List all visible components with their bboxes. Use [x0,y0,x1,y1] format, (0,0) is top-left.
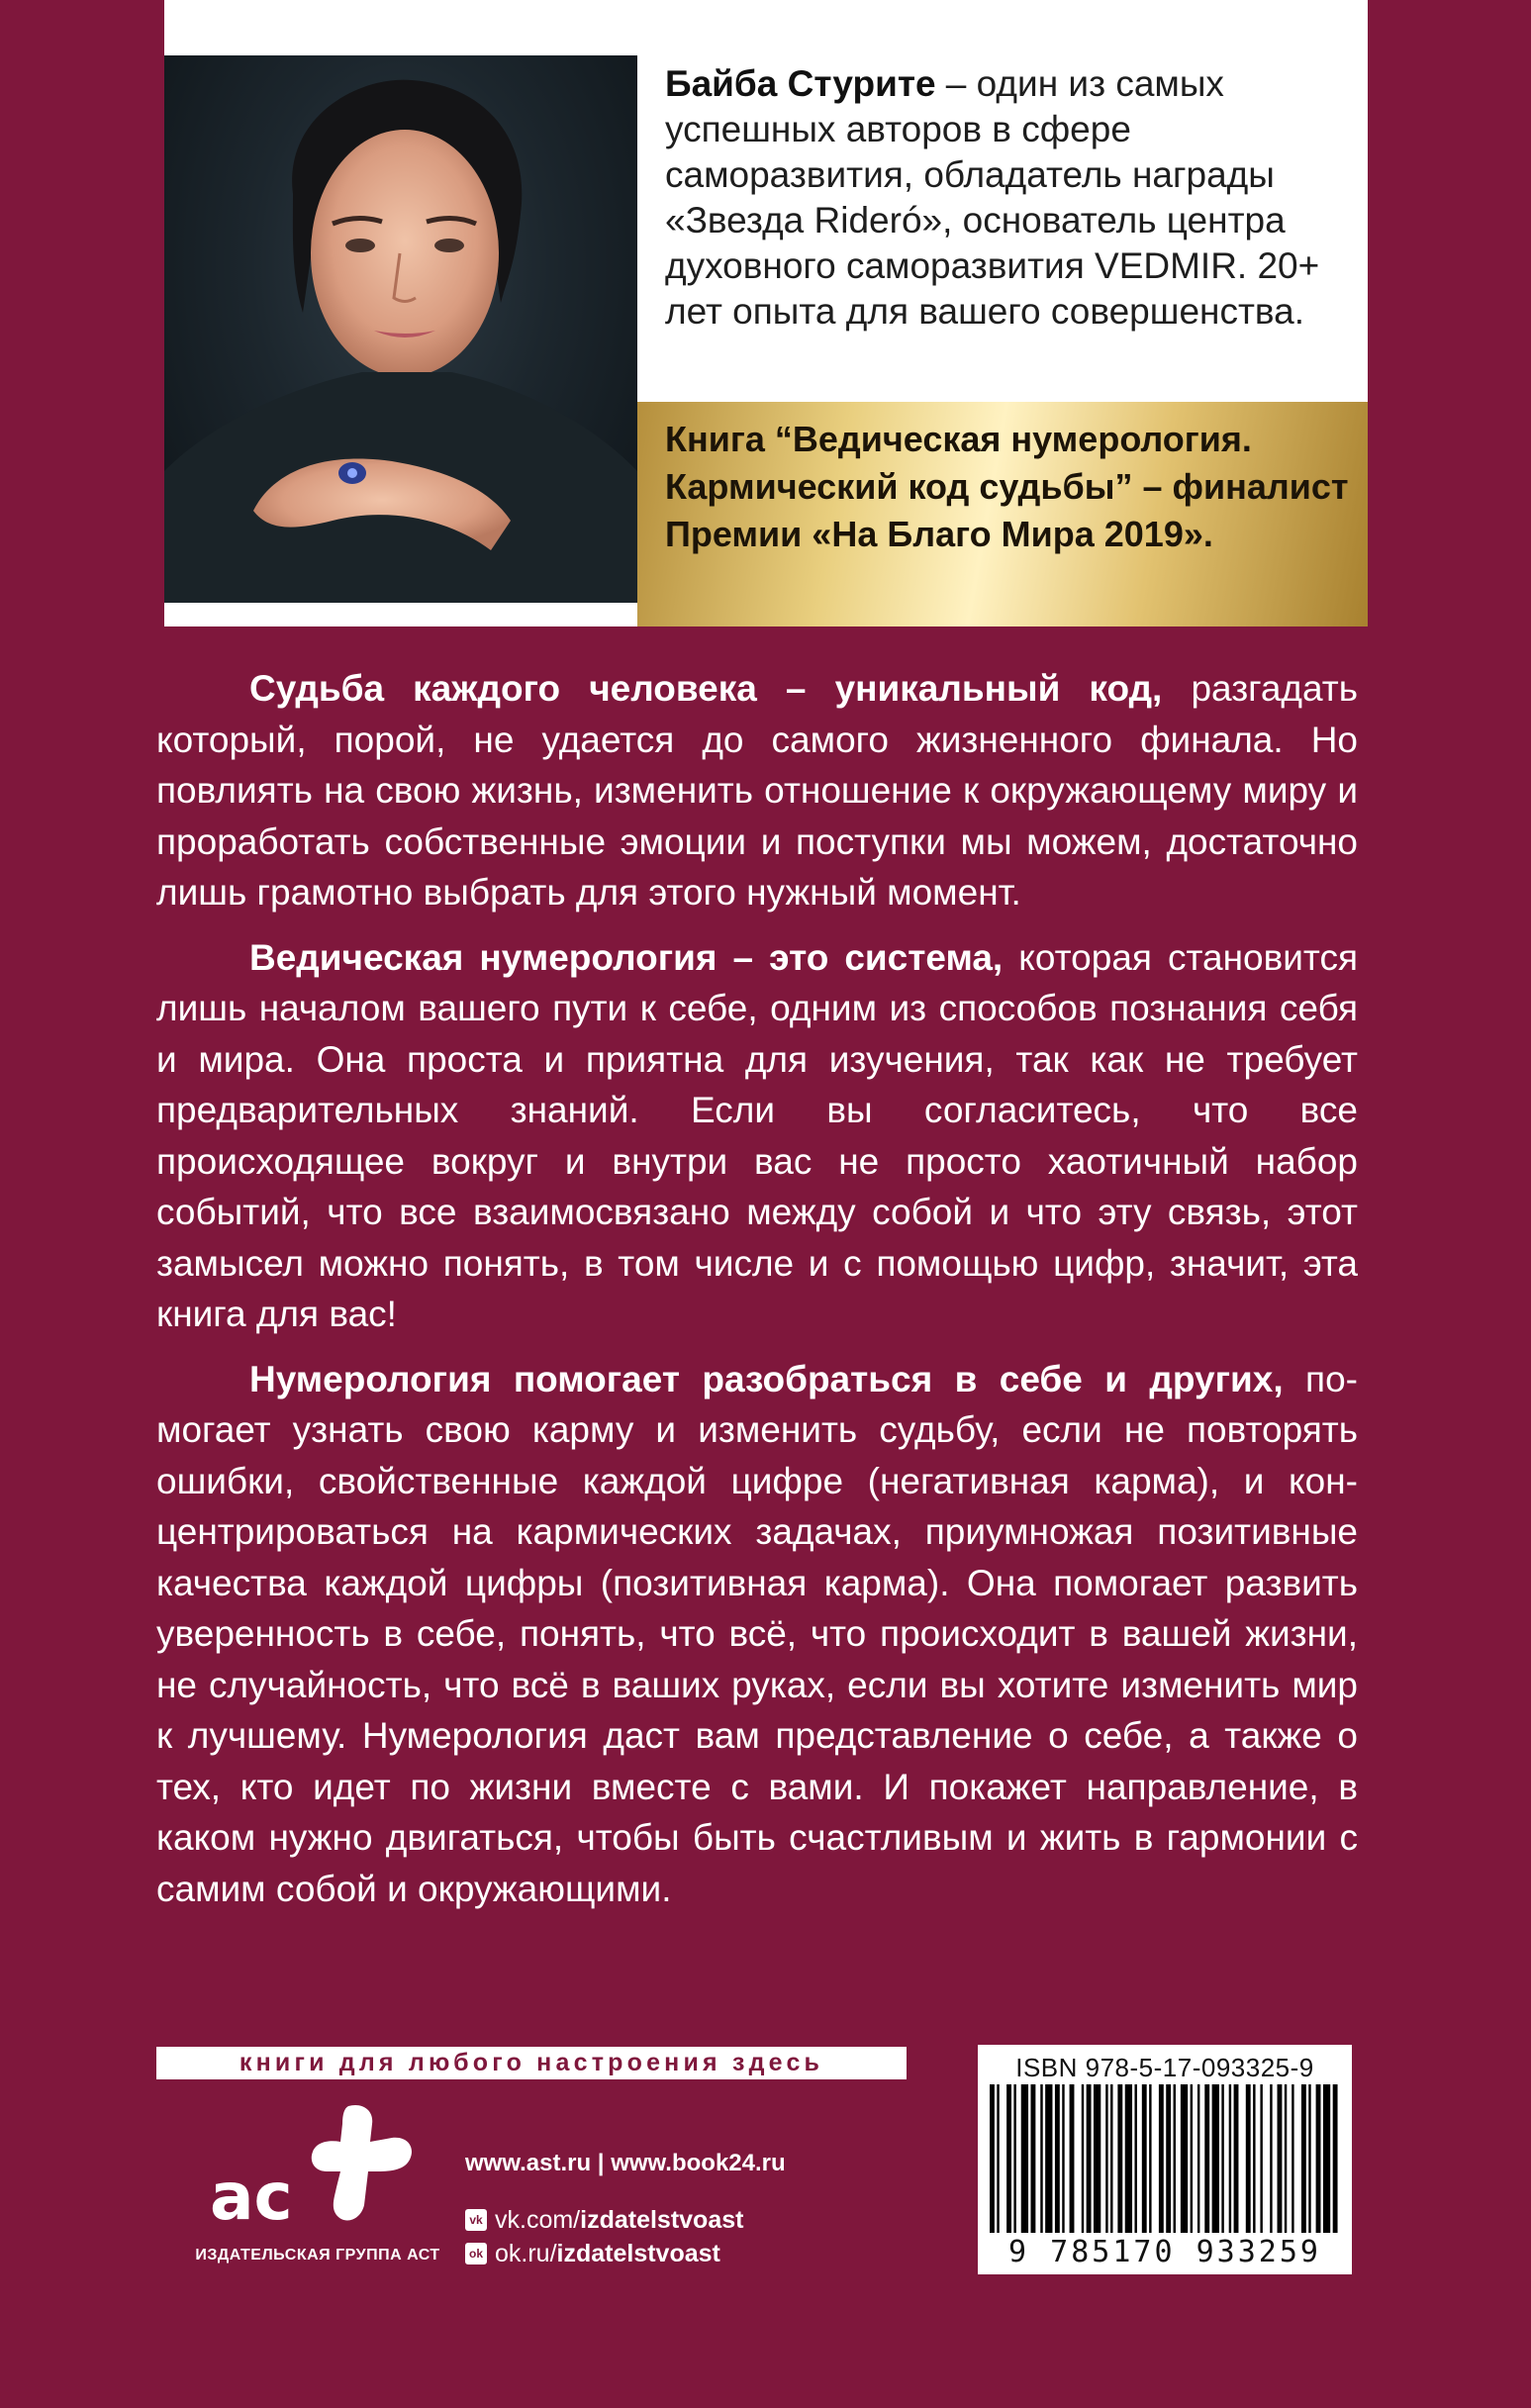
barcode-bar [1181,2084,1188,2233]
ok-icon: ok [465,2243,487,2264]
barcode-bar [990,2084,995,2233]
author-bio-text: – один из самых успешных авторов в сфере саморазвития, обладатель награды «Звезда Rideró», основатель центра духовного саморазвития VEDMIR. 20+ лет опыта для вашего совершенства. [665,63,1320,332]
barcode-bar [1110,2084,1112,2233]
isbn-label: ISBN 978-5-17-093325-9 [1015,2053,1314,2082]
barcode-bar [1253,2084,1255,2233]
barcode-bars [990,2084,1340,2233]
ok-link[interactable] [465,2237,920,2270]
vk-handle: izdatelstvoast [580,2205,744,2234]
author-photo [164,55,637,603]
paragraph-lead: Нумерология помогает разобраться в себе и других, [249,1358,1284,1399]
barcode-bar [1021,2084,1028,2233]
barcode-bar [1316,2084,1321,2233]
website-links[interactable]: www.ast.ru | www.book24.ru [465,2150,786,2176]
vk-icon: vk [465,2209,487,2231]
barcode-bar [1006,2084,1011,2233]
paragraph-lead: Ведическая нумерология – это система, [249,936,1004,978]
barcode-bar [1292,2084,1293,2233]
barcode-bar [1204,2084,1209,2233]
barcode-bar [1166,2084,1171,2233]
barcode-bar [1333,2084,1338,2233]
description-paragraph [156,1354,1358,1915]
barcode-bar [1040,2084,1042,2233]
barcode-bar [1055,2084,1060,2233]
barcode-bar [1197,2084,1199,2233]
barcode-bar [1142,2084,1147,2233]
paragraph-text: которая становится лишь началом вашего пути к себе, одним из способов познания себя и мира. Она проста и приятна для изучения, так как не требует предварительных знаний. Если вы согласитесь, что все происходящее вокруг и внутри вас не просто хаотичный набор событий, что все взаимосвязано между собой и что эту связь, этот замысел можно понять, в том числе и с помощью цифр, значит, эта книга для вас! [156,936,1358,1334]
ok-handle: izdatelstvoast [556,2239,720,2267]
barcode-bar [1045,2084,1052,2233]
barcode-bar [1134,2084,1136,2233]
barcode-bar [1062,2084,1064,2233]
publisher-links [465,2150,920,2270]
ast-logo-icon [204,2102,431,2231]
barcode-bar [1301,2084,1306,2233]
barcode-bar [1159,2084,1164,2233]
paragraph-text: разгадать который, порой, не удается до самого жизненного финала. Но повлиять на свою жизнь, изменить отношение к окружающему миру и проработать собственные эмоции и поступки мы можем, достаточно лишь грамотно выбрать для этого нужный момент. [156,668,1358,913]
publisher-name: ИЗДАТЕЛЬСКАЯ ГРУППА АСТ [195,2247,440,2264]
barcode-bar [1285,2084,1287,2233]
slogan-bar: книги для любого настроения здесь [156,2047,907,2079]
barcode-digits: 9 785170 933259 [1008,2235,1321,2269]
description-paragraph [156,932,1358,1340]
barcode-bar [1149,2084,1151,2233]
barcode-bar [1270,2084,1272,2233]
barcode-bar [1212,2084,1219,2233]
author-name: Байба Стурите [665,63,936,104]
barcode-bar [1013,2084,1015,2233]
barcode-bar [1278,2084,1283,2233]
author-bio [665,61,1358,335]
barcode-bar [1125,2084,1132,2233]
barcode-bar [1234,2084,1239,2233]
ok-prefix: ok.ru/ [495,2239,557,2267]
description-paragraph [156,663,1358,918]
barcode-bar [1191,2084,1193,2233]
vk-link[interactable] [465,2203,920,2237]
barcode-bar [1082,2084,1084,2233]
barcode-bar [1323,2084,1330,2233]
paragraph-text: помогает узнать свою карму и изменить судьбу, если не повторять ошибки, свойственные каждой цифре (негативная карма), и концентрироваться на кармических задачах, приумножая позитивные качества каждой цифры (позитивная карма). Она помогает развить уверенность в себе, понять, что всё, что происходит в вашей жизни, не случайность, что всё в ваших руках, если вы хотите изменить мир к лучшему. Нумерология даст вам представление о себе, а также о тех, кто идет по жизни вместе с вами. И покажет направление, в каком нужно двигаться, чтобы быть счастливым и жить в гармонии с самим собой и окружающими. [156,1358,1358,1909]
award-text: Книга “Ведическая нумерология. Кармический код судьбы” – финалист Премии «На Благо Мира 2019». [665,419,1349,554]
barcode-bar [1105,2084,1107,2233]
barcode-bar [997,2084,999,2233]
svg-text:ас: ас [210,2159,293,2231]
barcode-bar [1087,2084,1092,2233]
vk-prefix: vk.com/ [495,2205,581,2234]
paragraph-lead: Судьба каждого человека – уникальный код, [249,668,1163,709]
barcode-bar [1246,2084,1251,2233]
barcode-bar [1260,2084,1262,2233]
barcode [978,2045,1352,2274]
barcode-bar [1174,2084,1176,2233]
barcode-bar [1221,2084,1223,2233]
book-description [156,663,1358,1928]
barcode-bar [1094,2084,1100,2233]
barcode-bar [1229,2084,1231,2233]
barcode-bar [1070,2084,1075,2233]
barcode-bar [1031,2084,1036,2233]
barcode-bar [1308,2084,1310,2233]
barcode-bar [1117,2084,1122,2233]
